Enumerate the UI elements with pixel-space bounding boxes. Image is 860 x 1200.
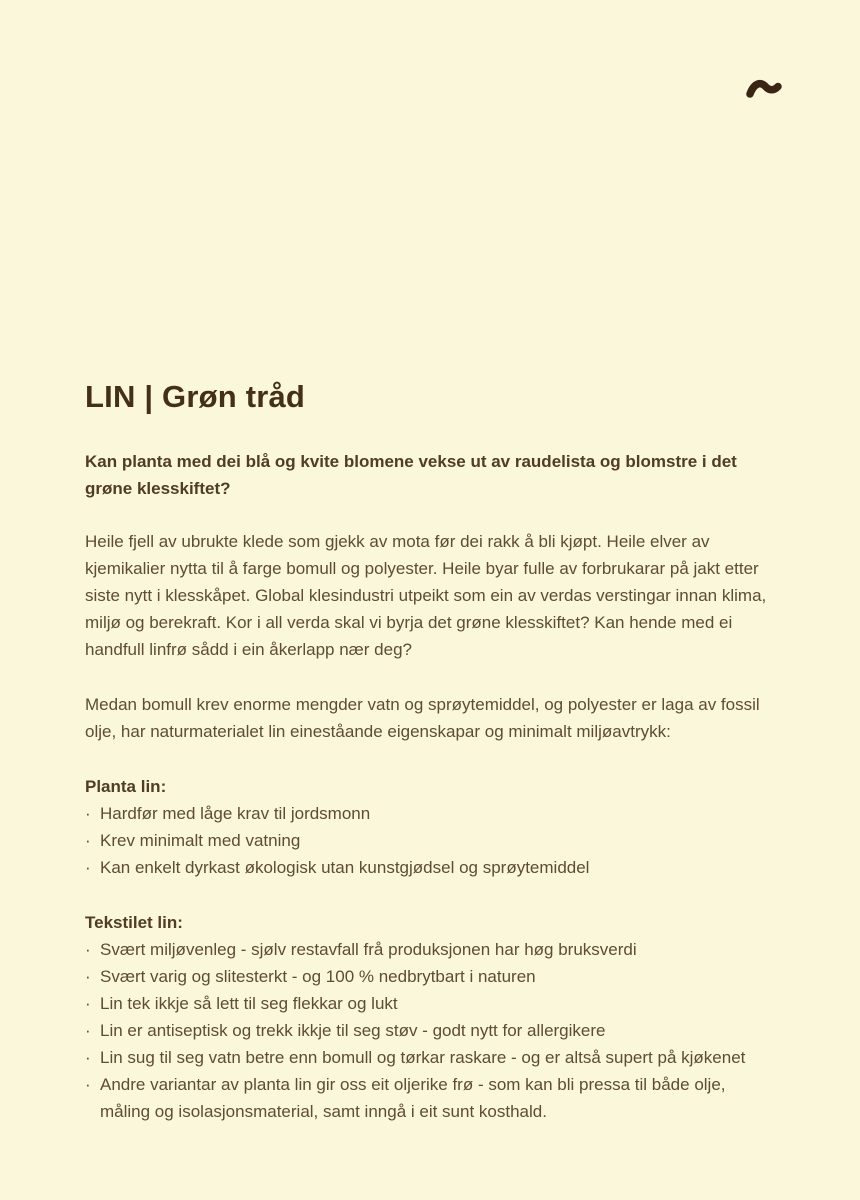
- list-item-text: Andre variantar av planta lin gir oss eit oljerike frø - som kan bli pressa til både olje, måling og isolasjonsmaterial, samt inngå i eit sunt kosthald.: [100, 1075, 726, 1121]
- list-item-text: Krev minimalt med vatning: [100, 831, 301, 850]
- list-item: [85, 1017, 777, 1044]
- bullet-dot: ·: [85, 831, 91, 850]
- list-item: [85, 936, 777, 963]
- bullet-dot: ·: [85, 967, 91, 986]
- list-item: [85, 854, 777, 881]
- list-item-text: Lin er antiseptisk og trekk ikkje til seg støv - godt nytt for allergikere: [100, 1021, 606, 1040]
- list-item: [85, 800, 777, 827]
- list-item-text: Kan enkelt dyrkast økologisk utan kunstgjødsel og sprøytemiddel: [100, 858, 590, 877]
- list-item: [85, 827, 777, 854]
- section-heading-planta-lin: Planta lin:: [85, 777, 167, 796]
- paragraph-intro: Heile fjell av ubrukte klede som gjekk av mota før dei rakk å bli kjøpt. Heile elver av kjemikalier nytta til å farge bomull og polyester. Heile byar fulle av forbrukarar på jakt etter siste nytt i klesskåpet. Global klesindustri utpeikt som ein av verdas verstingar innan klima, miljø og berekraft. Kor i all verda skal vi byrja det grøne klesskiftet? Kan hende med ei handfull linfrø sådd i ein åkerlapp nær deg?: [85, 532, 767, 659]
- bullet-dot: ·: [85, 940, 91, 959]
- lead-question: Kan planta med dei blå og kvite blomene vekse ut av raudelista og blomstre i det grøne klesskiftet?: [85, 452, 737, 498]
- section-planta-lin: [85, 773, 777, 881]
- bullet-list-tekstilet-lin: [85, 936, 777, 1125]
- bullet-dot: ·: [85, 1048, 91, 1067]
- list-item-text: Svært varig og slitesterkt - og 100 % nedbrytbart i naturen: [100, 967, 536, 986]
- list-item: [85, 1071, 777, 1125]
- list-item: [85, 1044, 777, 1071]
- bullet-dot: ·: [85, 1021, 91, 1040]
- list-item: [85, 963, 777, 990]
- tilde-logo-icon: [746, 78, 786, 102]
- list-item-text: Lin tek ikkje så lett til seg flekkar og lukt: [100, 994, 398, 1013]
- list-item-text: Hardfør med låge krav til jordsmonn: [100, 804, 371, 823]
- section-heading-tekstilet-lin: Tekstilet lin:: [85, 913, 183, 932]
- bullet-dot: ·: [85, 804, 91, 823]
- list-item: [85, 990, 777, 1017]
- bullet-dot: ·: [85, 858, 91, 877]
- bullet-list-planta-lin: [85, 800, 777, 881]
- list-item-text: Lin sug til seg vatn betre enn bomull og tørkar raskare - og er altså supert på kjøkenet: [100, 1048, 746, 1067]
- section-tekstilet-lin: [85, 909, 777, 1125]
- paragraph-comparison: Medan bomull krev enorme mengder vatn og sprøytemiddel, og polyester er laga av fossil olje, har naturmaterialet lin eineståande eigenskapar og minimalt miljøavtrykk:: [85, 695, 760, 741]
- page-title: LIN | Grøn tråd: [85, 379, 306, 414]
- bullet-dot: ·: [85, 1075, 91, 1094]
- list-item-text: Svært miljøvenleg - sjølv restavfall frå produksjonen har høg bruksverdi: [100, 940, 637, 959]
- article: [85, 378, 777, 1125]
- bullet-dot: ·: [85, 994, 91, 1013]
